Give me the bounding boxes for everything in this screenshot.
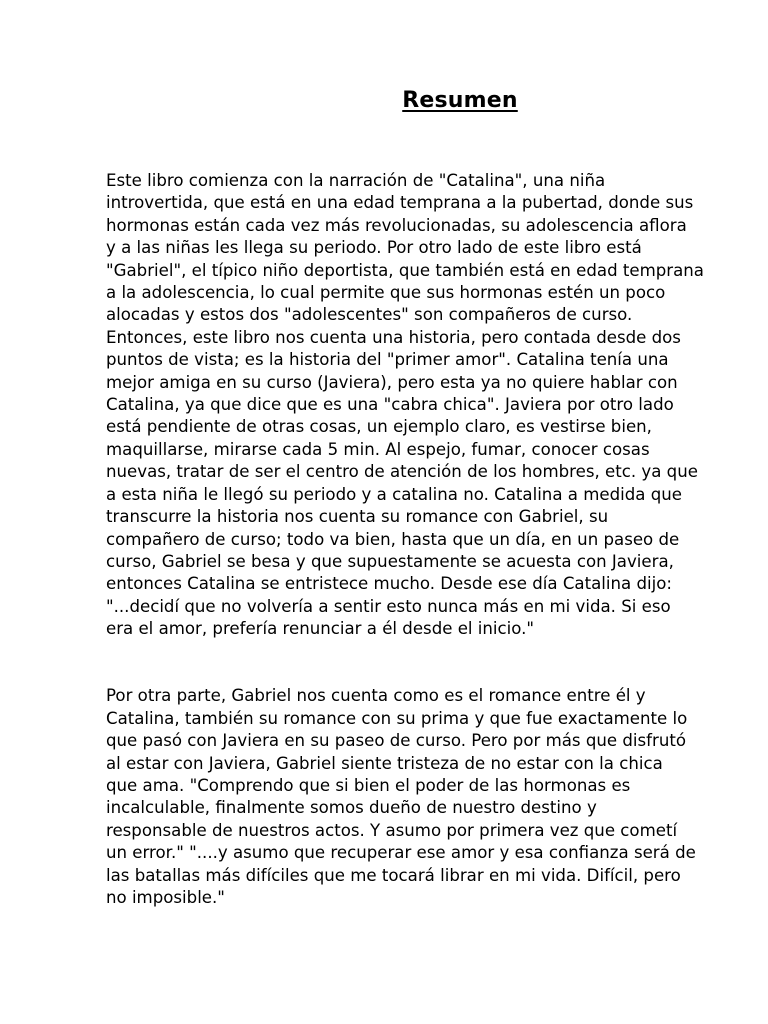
document-body <box>106 170 704 909</box>
text-line: incalculable, finalmente somos dueño de nuestro destino y <box>106 798 597 818</box>
text-line: alocadas y estos dos "adolescentes" son compañeros de curso. <box>106 305 633 325</box>
text-line: un error." "....y asumo que recuperar ese amor y esa confianza será de <box>106 843 696 863</box>
text-line: las batallas más difíciles que me tocará librar en mi vida. Difícil, pero <box>106 865 681 885</box>
text-line: hormonas están cada vez más revolucionadas, su adolescencia aflora <box>106 215 687 235</box>
text-line: que pasó con Javiera en su paseo de curso. Pero por más que disfrutó <box>106 731 687 751</box>
text-line: transcurre la historia nos cuenta su romance con Gabriel, su <box>106 507 609 527</box>
text-line: puntos de vista; es la historia del "primer amor". Catalina tenía una <box>106 350 669 370</box>
text-line: "Gabriel", el típico niño deportista, que también está en edad temprana <box>106 260 704 280</box>
text-line: "...decidí que no volvería a sentir esto nunca más en mi vida. Si eso <box>106 596 671 616</box>
text-line: maquillarse, mirarse cada 5 min. Al espejo, fumar, conocer cosas <box>106 439 650 459</box>
text-line: mejor amiga en su curso (Javiera), pero esta ya no quiere hablar con <box>106 372 678 392</box>
text-line: introvertida, que está en una edad temprana a la pubertad, donde sus <box>106 193 694 213</box>
text-line: no imposible." <box>106 887 225 907</box>
paragraph <box>106 170 704 641</box>
text-line: que ama. "Comprendo que si bien el poder de las hormonas es <box>106 775 631 795</box>
text-line: Este libro comienza con la narración de "Catalina", una niña <box>106 171 606 190</box>
text-line: Por otra parte, Gabriel nos cuenta como es el romance entre él y <box>106 686 646 706</box>
text-line: nuevas, tratar de ser el centro de atención de los hombres, etc. ya que <box>106 462 698 482</box>
text-line: curso, Gabriel se besa y que supuestamente se acuesta con Javiera, <box>106 551 674 571</box>
paragraph <box>106 685 696 909</box>
text-line: a la adolescencia, lo cual permite que sus hormonas estén un poco <box>106 283 666 303</box>
text-line: responsable de nuestros actos. Y asumo por primera vez que cometí <box>106 820 678 840</box>
text-line: está pendiente de otras cosas, un ejemplo claro, es vestirse bien, <box>106 417 652 437</box>
text-line: Catalina, ya que dice que es una "cabra chica". Javiera por otro lado <box>106 395 674 415</box>
text-line: entonces Catalina se entristece mucho. Desde ese día Catalina dijo: <box>106 574 672 594</box>
text-line: y a las niñas les llega su periodo. Por otro lado de este libro está <box>106 238 642 258</box>
text-line: compañero de curso; todo va bien, hasta que un día, en un paseo de <box>106 529 680 549</box>
text-line: Catalina, también su romance con su prima y que fue exactamente lo <box>106 708 688 728</box>
text-line: al estar con Javiera, Gabriel siente tristeza de no estar con la chica <box>106 753 663 773</box>
document-title: Resumen <box>402 88 518 113</box>
text-line: Entonces, este libro nos cuenta una historia, pero contada desde dos <box>106 327 681 347</box>
text-line: era el amor, prefería renunciar a él desde el inicio." <box>106 619 535 639</box>
text-line: a esta niña le llegó su periodo y a catalina no. Catalina a medida que <box>106 484 682 504</box>
